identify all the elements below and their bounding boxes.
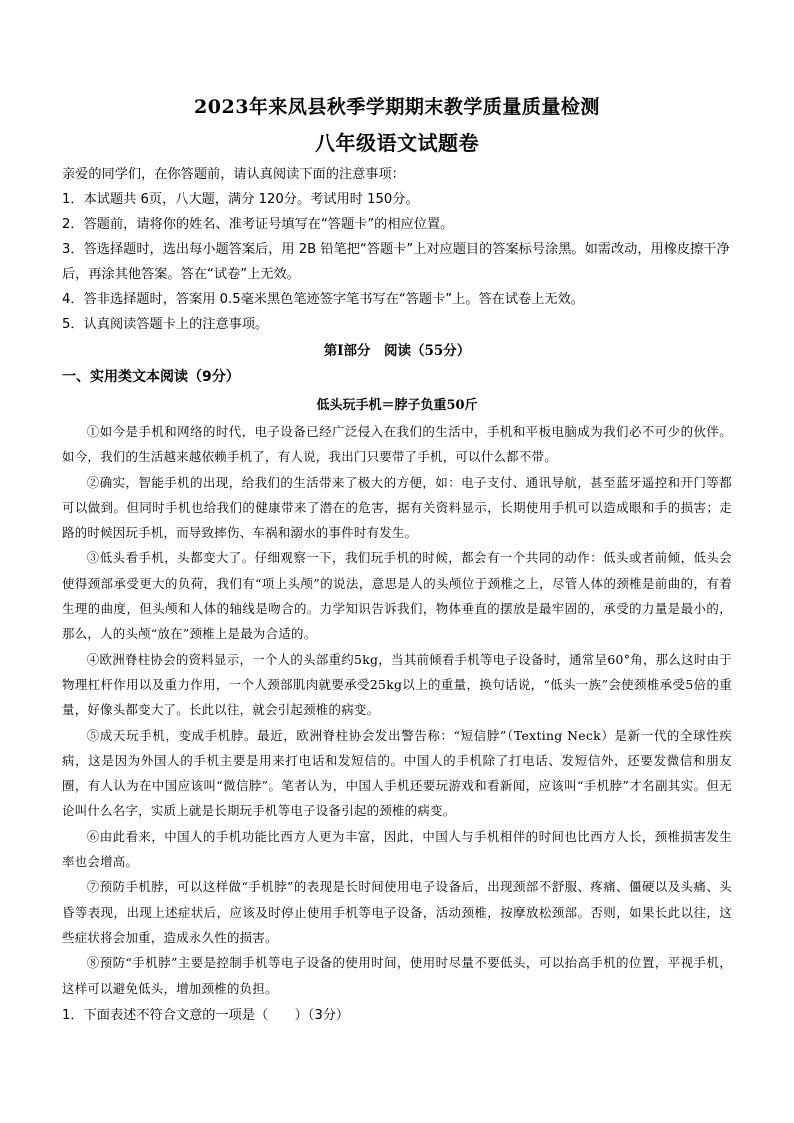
notice-item: 2．答题前，请将你的姓名、准考证号填写在“答题卡”的相应位置。	[62, 217, 454, 232]
notice-item: 5．认真阅读答题卡上的注意事项。	[62, 317, 269, 332]
question-1: 1．下面表述不符合文意的一项是（ ）（3分）	[62, 1007, 350, 1023]
part-heading: 第Ⅰ部分 阅读（55分）	[323, 343, 471, 359]
article-paragraph: ⑥由此看来，中国人的手机功能比西方人更为丰富，因此，中国人与手机相伴的时间也比西方人长，颈椎损害发生率也会增高。	[62, 828, 732, 870]
exam-title: 2023年来凤县秋季学期期末教学质量质量检测	[194, 96, 600, 118]
article-paragraph: ⑤成天玩手机，变成手机脖。最近，欧洲脊柱协会发出警告称：“短信脖”（Texting Neck）是新一代的全球性疾病，这是因为外国人的手机主要是用来打电话和发短信的。中国人的手机除了打电话、发短信外，还要发微信和朋友圈，有人认为在中国应该叫“微信脖”。笔者认为，中国人手机还要玩游戏和看新闻，应该叫“手机脖”才名副其实。但无论叫什么名字，实质上就是长期玩手机等电子设备引起的颈椎的病变。	[62, 727, 732, 819]
article-paragraph: ④欧洲脊柱协会的资料显示，一个人的头部重约5kg，当其前倾看手机等电子设备时，通常呈60°角，那么这时由于物理杠杆作用以及重力作用，一个人颈部肌肉就要承受25kg以上的重量，换句话说，“低头一族”会使颈椎承受5倍的重量，好像头都变大了。长此以往，就会引起颈椎的病变。	[62, 651, 732, 718]
article-paragraph: ⑦预防手机脖，可以这样做“手机脖”的表现是长时间使用电子设备后，出现颈部不舒服、疼痛、僵硬以及头痛、头昏等表现，出现上述症状后，应该及时停止使用手机等电子设备，活动颈椎，按摩放松颈部。否则，如果长此以往，这些症状将会加重，造成永久性的损害。	[62, 879, 732, 945]
article-paragraph: ③低头看手机，头都变大了。仔细观察一下，我们玩手机的时候，都会有一个共同的动作：低头或者前倾，低头会使得颈部承受更大的负荷，我们有“项上头颅”的说法，意思是人的头颅位于颈椎之上，尽管人体的颈椎是前曲的，有着生理的曲度，但头颅和人体的轴线是吻合的。力学知识告诉我们，物体垂直的摆放是最牢固的，承受的力量是最小的，那么，人的头颅“放在”颈椎上是最为合适的。	[62, 550, 732, 642]
exam-subtitle: 八年级语文试题卷	[315, 131, 479, 155]
notice-intro: 亲爱的同学们，在你答题前，请认真阅读下面的注意事项：	[62, 167, 405, 182]
article-paragraph: ①如今是手机和网络的时代，电子设备已经广泛侵入在我们的生活中，手机和平板电脑成为我们必不可少的伙伴。如今，我们的生活越来越依赖手机了，有人说，我出门只要带了手机，可以什么都不带。	[62, 424, 732, 465]
notice-item: 4．答非选择题时，答案用 0.5毫米黑色笔迹签字笔书写在“答题卡”上。答在试卷上无效。	[62, 292, 584, 307]
notice-item: 3．答选择题时，选出每小题答案后，用 2B 铅笔把“答题卡”上对应题目的答案标号涂黑。如需改动，用橡皮擦干净后，再涂其他答案。答在“试卷”上无效。	[62, 242, 730, 282]
article-paragraph: ②确实，智能手机的出现，给我们的生活带来了极大的方便，如：电子支付、通讯导航，甚至蓝牙遥控和开门等都可以做到。但同时手机也给我们的健康带来了潜在的危害，据有关资料显示，长期使用手机可以造成眼和手的损害；走路的时候因玩手机，而导致摔伤、车祸和溺水的事件时有发生。	[62, 474, 732, 541]
notice-block	[62, 162, 732, 337]
article-title: 低头玩手机＝脖子负重50斤	[316, 398, 478, 413]
exam-page	[62, 92, 732, 1029]
notice-item: 1．本试题共 6页，八大题，满分 120分。考试用时 150分。	[62, 192, 419, 207]
article-paragraph: ⑧预防“手机脖”主要是控制手机等电子设备的使用时间，使用时尽量不要低头，可以抬高手机的位置，平视手机，这样可以避免低头，增加颈椎的负担。	[62, 955, 732, 996]
section-title: 一、实用类文本阅读（9分）	[62, 369, 240, 385]
